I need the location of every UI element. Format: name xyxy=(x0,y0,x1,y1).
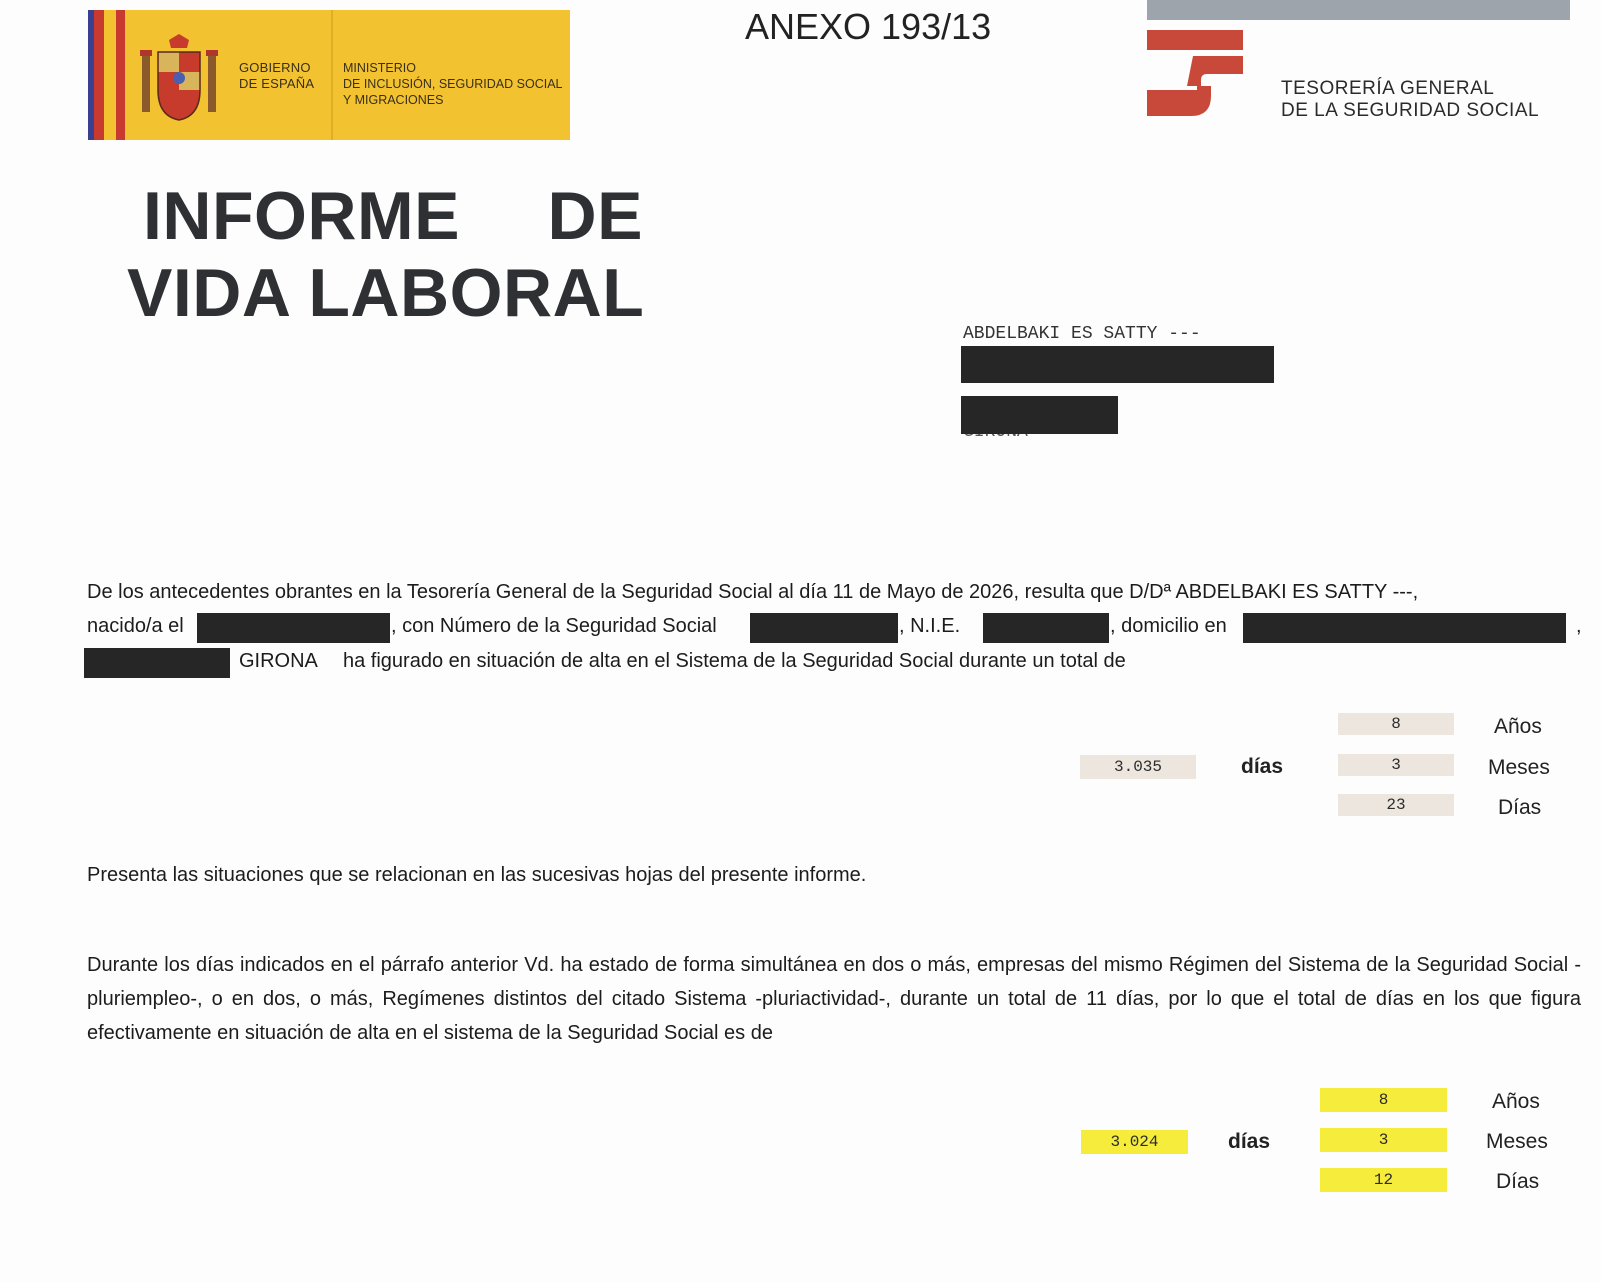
annex-number: ANEXO 193/13 xyxy=(745,6,992,47)
redacted-postal-code-2 xyxy=(84,648,230,678)
intro-line2-birth-label: nacido/a el xyxy=(87,615,184,637)
gov-name: GOBIERNO DE ESPAÑA xyxy=(239,60,315,91)
header-gray-bar xyxy=(1147,0,1570,20)
effective-months-value: 3 xyxy=(1320,1128,1447,1152)
total-days-label: días xyxy=(1241,755,1284,778)
redacted-nie xyxy=(983,613,1109,643)
effective-years-label: Años xyxy=(1492,1090,1540,1113)
intro-line2-ss-label: , con Número de la Seguridad Social xyxy=(391,615,717,637)
months-label: Meses xyxy=(1488,756,1550,779)
years-label: Años xyxy=(1494,715,1542,738)
tgss-logo-icon xyxy=(1147,30,1243,116)
redacted-domicile xyxy=(1243,613,1566,643)
government-logo xyxy=(88,10,570,140)
redacted-ss-number xyxy=(750,613,898,643)
document-title-line1: INFORME DE xyxy=(143,178,643,254)
effective-days-label: días xyxy=(1228,1130,1271,1153)
years-value: 8 xyxy=(1338,713,1454,735)
recipient-name: ABDELBAKI ES SATTY --- xyxy=(963,324,1201,344)
intro-line2-nie-label: , N.I.E. xyxy=(899,615,961,637)
total-days-value: 3.035 xyxy=(1080,755,1196,779)
ministry-name: MINISTERIO DE INCLUSIÓN, SEGURIDAD SOCIAL Y MIGRACIONES xyxy=(343,61,563,107)
redacted-postal-code xyxy=(961,396,1118,434)
redacted-birth-date xyxy=(197,613,390,643)
intro-line2-domicile-label: , domicilio en xyxy=(1110,615,1227,637)
situations-paragraph: Presenta las situaciones que se relacionan en las sucesivas hojas del presente informe. xyxy=(87,864,867,886)
effective-days-value: 3.024 xyxy=(1081,1130,1188,1154)
document-title-line2: VIDA LABORAL xyxy=(127,255,645,331)
effective-months-label: Meses xyxy=(1486,1130,1548,1153)
coat-of-arms-icon xyxy=(140,30,218,122)
days-value: 23 xyxy=(1338,794,1454,816)
intro-city: GIRONA xyxy=(239,650,318,672)
intro-line3-text: ha figurado en situación de alta en el Sistema de la Seguridad Social durante un total de xyxy=(343,650,1126,672)
months-value: 3 xyxy=(1338,754,1454,776)
multiactivity-paragraph: Durante los días indicados en el párrafo anterior Vd. ha estado de forma simultánea en dos o más, empresas del mismo Régimen del Sistema de la Seguridad Social -pluriempleo-, o en dos, o más, Regímenes distintos del citado Sistema -pluriactividad-, durante un total de 11 días, por lo que el total de días en los que figura efectivamente en situación de alta en el sistema de la Seguridad Social es de xyxy=(87,954,1581,1044)
redacted-address-line xyxy=(961,346,1274,383)
intro-line2-comma: , xyxy=(1576,615,1582,637)
tgss-name: TESORERÍA GENERAL DE LA SEGURIDAD SOCIAL xyxy=(1281,78,1540,121)
effective-d-label: Días xyxy=(1496,1170,1540,1193)
effective-years-value: 8 xyxy=(1320,1088,1447,1112)
report-intro-paragraph: De los antecedentes obrantes en la Tesorería General de la Seguridad Social al día 11 de Mayo de 2026, resulta que D/Dª ABDELBAKI ES SATTY ---, xyxy=(87,581,1419,603)
days-label: Días xyxy=(1498,796,1542,819)
effective-d-value: 12 xyxy=(1320,1168,1447,1192)
